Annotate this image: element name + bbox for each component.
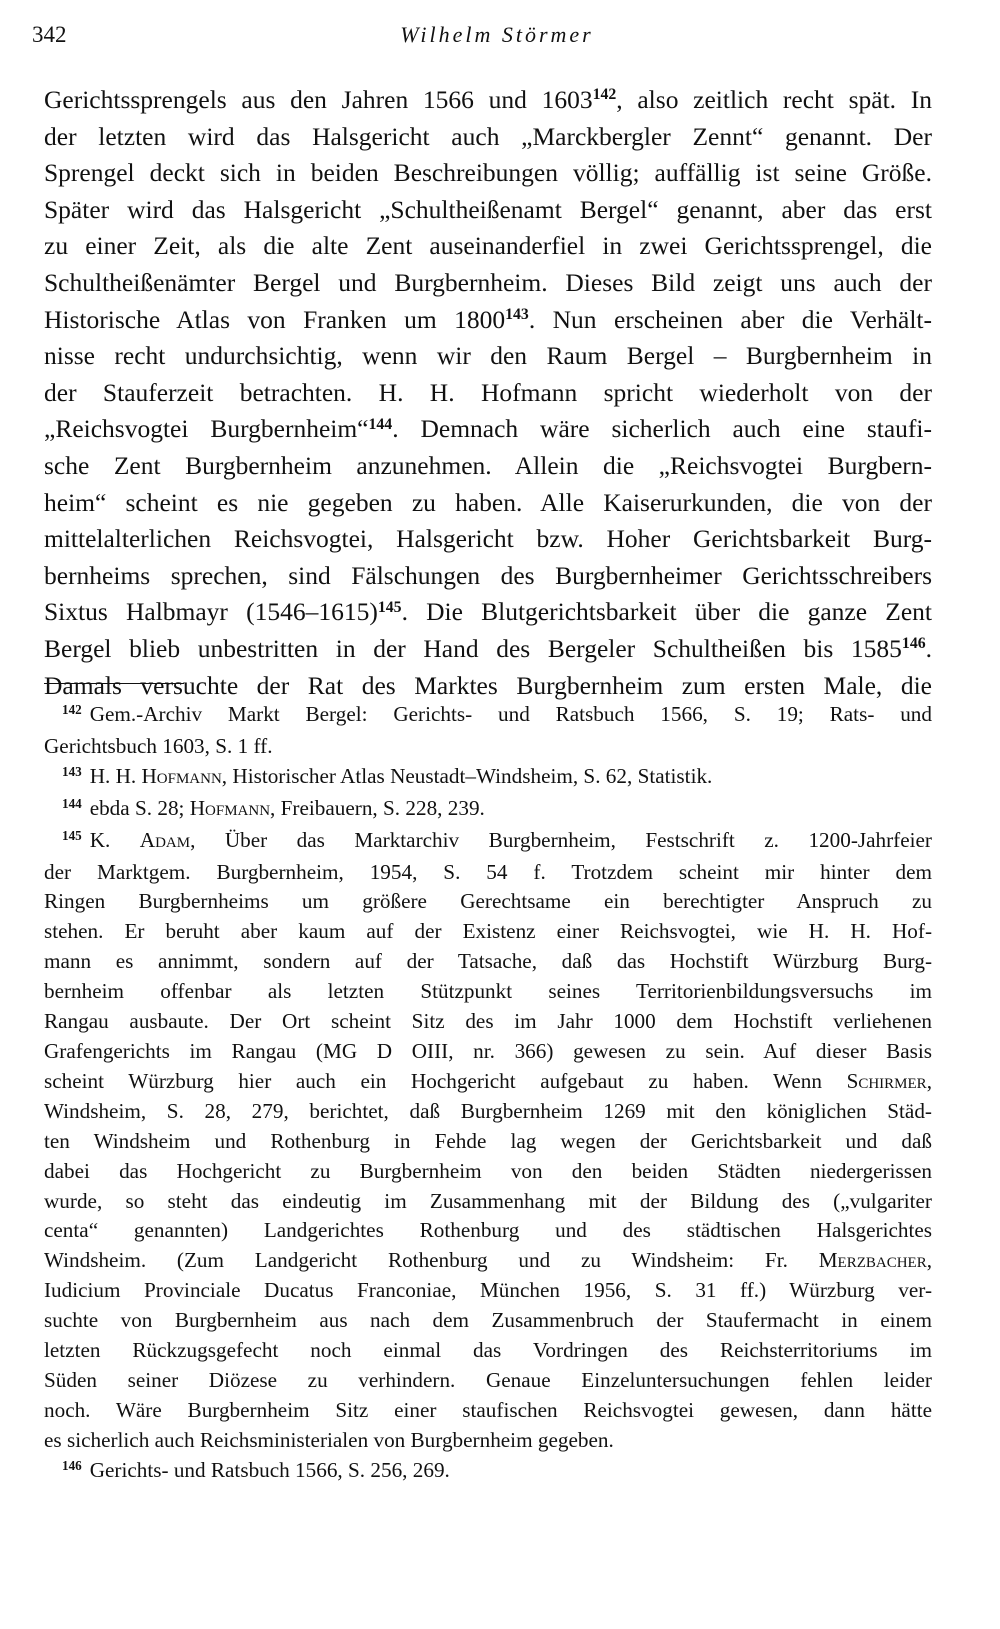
text-line: Rangau ausbaute. Der Ort scheint Sitz des im Jahr 1000 dem Hochstift verliehenen bbox=[44, 1009, 932, 1034]
author-name: Merzbacher bbox=[818, 1248, 927, 1273]
footnote-separator bbox=[44, 683, 184, 684]
text-line: bernheim offenbar als letzten Stützpunkt seines Territorienbildungsversuchs im bbox=[44, 979, 932, 1004]
footnote-number: 142 bbox=[62, 702, 82, 718]
footnote-145 bbox=[44, 826, 932, 858]
text-run: scheint Würzburg hier auch ein Hochgericht aufgebaut zu haben. Wenn bbox=[44, 1068, 847, 1093]
author-name: Adam bbox=[139, 827, 191, 852]
text-line: Ringen Burgbernheims um größere Gerechtsame ein berechtigter Anspruch zu bbox=[44, 889, 932, 914]
text-line bbox=[44, 302, 932, 339]
text-line: der Stauferzeit betrachten. H. H. Hofmann spricht wiederholt von der bbox=[44, 377, 932, 407]
text-run: . bbox=[925, 633, 932, 663]
text-run: Gerichtssprengels aus den Jahren 1566 und 1603 bbox=[44, 85, 593, 114]
footnote-142 bbox=[44, 700, 932, 732]
text-run: . Demnach wäre sicherlich auch eine staufi- bbox=[392, 414, 932, 444]
text-line: mittelalterlichen Reichsvogtei, Halsgericht bzw. Hoher Gerichtsbarkeit Burg- bbox=[44, 524, 932, 554]
text-run: ebda S. 28; bbox=[89, 795, 190, 820]
footnote-number: 144 bbox=[62, 796, 82, 812]
text-run: , bbox=[926, 1248, 932, 1273]
text-line: ten Windsheim und Rothenburg in Fehde lag wegen der Gerichtsbarkeit und daß bbox=[44, 1128, 932, 1153]
text-line: Grafengerichts im Rangau (MG D OIII, nr. 366) gewesen zu sein. Auf dieser Basis bbox=[44, 1038, 932, 1063]
footnote-number: 143 bbox=[62, 764, 82, 780]
text-line bbox=[44, 411, 932, 448]
text-line: Damals versuchte der Rat des Marktes Burgbernheim zum ersten Male, die bbox=[44, 670, 932, 700]
text-line: heim“ scheint es nie gegeben zu haben. Alle Kaiserurkunden, die von der bbox=[44, 487, 932, 517]
text-line: Süden seiner Diözese zu verhindern. Genaue Einzeluntersuchungen fehlen leider bbox=[44, 1367, 932, 1392]
text-line: Später wird das Halsgericht „Schultheißenamt Bergel“ genannt, aber das erst bbox=[44, 194, 932, 224]
author-name: Hofmann bbox=[141, 763, 222, 788]
text-line: bernheims sprechen, sind Fälschungen des Burgbernheimer Gerichtsschreibers bbox=[44, 560, 932, 590]
text-run: Gem.-Archiv Markt Bergel: Gerichts- und Ratsbuch 1566, S. 19; Rats- und bbox=[89, 702, 932, 726]
body-text bbox=[44, 82, 932, 704]
page-number: 342 bbox=[32, 22, 67, 47]
text-line: mann es annimmt, sondern auf der Tatsache, daß das Hochstift Würzburg Burg- bbox=[44, 949, 932, 974]
text-run: , bbox=[926, 1068, 932, 1093]
text-line: nisse recht undurchsichtig, wenn wir den Raum Bergel – Burgbernheim in bbox=[44, 341, 932, 371]
text-run: , Freibauern, S. 228, 239. bbox=[270, 795, 485, 820]
text-line: Gerichtsbuch 1603, S. 1 ff. bbox=[44, 733, 273, 758]
text-run: Sixtus Halbmayr (1546–1615) bbox=[44, 597, 378, 627]
text-line: sche Zent Burgbernheim anzunehmen. Allein die „Reichsvogtei Burgbern- bbox=[44, 450, 932, 480]
text-run: K. bbox=[89, 827, 140, 852]
text-run: Gerichts- und Ratsbuch 1566, S. 256, 269. bbox=[89, 1457, 450, 1482]
text-run: Bergel blieb unbestritten in der Hand des Bergeler Schultheißen bis 1585 bbox=[44, 633, 902, 663]
footnote-144 bbox=[44, 794, 932, 826]
text-run: H. H. bbox=[89, 763, 142, 788]
footnote-ref-145[interactable]: 145 bbox=[377, 598, 402, 616]
footnote-number: 145 bbox=[62, 828, 82, 844]
footnote-ref-144[interactable]: 144 bbox=[368, 415, 393, 433]
text-line bbox=[44, 631, 932, 668]
footnote-number: 146 bbox=[62, 1458, 82, 1474]
footnote-146 bbox=[44, 1456, 932, 1488]
text-line: der Marktgem. Burgbernheim, 1954, S. 54 f. Trotzdem scheint mir hinter dem bbox=[44, 859, 932, 884]
text-line: suchte von Burgbernheim aus nach dem Zusammenbruch der Staufermacht in einem bbox=[44, 1308, 932, 1333]
text-line: Windsheim, S. 28, 279, berichtet, daß Burgbernheim 1269 mit den königlichen Städ- bbox=[44, 1098, 932, 1123]
footnote-ref-142[interactable]: 142 bbox=[592, 86, 617, 104]
text-run: , Historischer Atlas Neustadt–Windsheim, S. 62, Statistik. bbox=[221, 763, 713, 788]
text-line: Iudicium Provinciale Ducatus Franconiae, München 1956, S. 31 ff.) Würzburg ver- bbox=[44, 1278, 932, 1303]
text-line: es sicherlich auch Reichsministerialen von Burgbernheim gegeben. bbox=[44, 1427, 614, 1452]
text-line: wurde, so steht das eindeutig im Zusammenhang mit der Bildung des („vulgariter bbox=[44, 1188, 932, 1213]
text-line: zu einer Zeit, als die alte Zent auseinanderfiel in zwei Gerichtssprengel, die bbox=[44, 231, 932, 261]
text-line: noch. Wäre Burgbernheim Sitz einer staufischen Reichsvogtei gewesen, dann hätte bbox=[44, 1397, 932, 1422]
footnote-ref-143[interactable]: 143 bbox=[505, 305, 529, 323]
text-line: Sprengel deckt sich in beiden Beschreibungen völlig; auffällig ist seine Größe. bbox=[44, 158, 932, 188]
footnote-143 bbox=[44, 762, 932, 794]
text-run: . Nun erscheinen aber die Verhält- bbox=[528, 304, 932, 334]
text-line: letzten Rückzugsgefecht noch einmal das Vordringen des Reichsterritoriums im bbox=[44, 1338, 932, 1363]
running-head: Wilhelm Störmer bbox=[400, 22, 594, 47]
text-line bbox=[44, 1246, 932, 1276]
text-line: dabei das Hochgericht zu Burgbernheim von den beiden Städten niedergerissen bbox=[44, 1158, 932, 1183]
text-run: . Die Blutgerichtsbarkeit über die ganze Zent bbox=[401, 597, 932, 627]
text-line: centa“ genannten) Landgerichtes Rothenburg und des städtischen Halsgerichtes bbox=[44, 1218, 932, 1243]
text-line bbox=[44, 594, 932, 631]
text-line: Schultheißenämter Bergel und Burgbernheim. Dieses Bild zeigt uns auch der bbox=[44, 267, 932, 297]
footnote-ref-146[interactable]: 146 bbox=[901, 635, 926, 653]
text-line: der letzten wird das Halsgericht auch „Marckbergler Zennt“ genannt. Der bbox=[44, 121, 932, 151]
page-header bbox=[32, 22, 962, 52]
footnotes bbox=[44, 700, 932, 1488]
text-line: stehen. Er beruht aber kaum auf der Existenz einer Reichsvogtei, wie H. H. Hof- bbox=[44, 919, 932, 944]
text-run: , also zeitlich recht spät. In bbox=[616, 85, 932, 114]
author-name: Hofmann bbox=[189, 795, 271, 820]
text-run: , Über das Marktarchiv Burgbernheim, Festschrift z. 1200-Jahrfeier bbox=[190, 827, 932, 852]
text-line bbox=[44, 1067, 932, 1097]
text-run: „Reichsvogtei Burgbernheim“ bbox=[44, 414, 369, 444]
text-line bbox=[44, 82, 932, 119]
text-run: Historische Atlas von Franken um 1800 bbox=[44, 304, 506, 334]
text-run: Windsheim. (Zum Landgericht Rothenburg und zu Windsheim: Fr. bbox=[44, 1248, 819, 1273]
author-name: Schirmer bbox=[846, 1068, 927, 1093]
